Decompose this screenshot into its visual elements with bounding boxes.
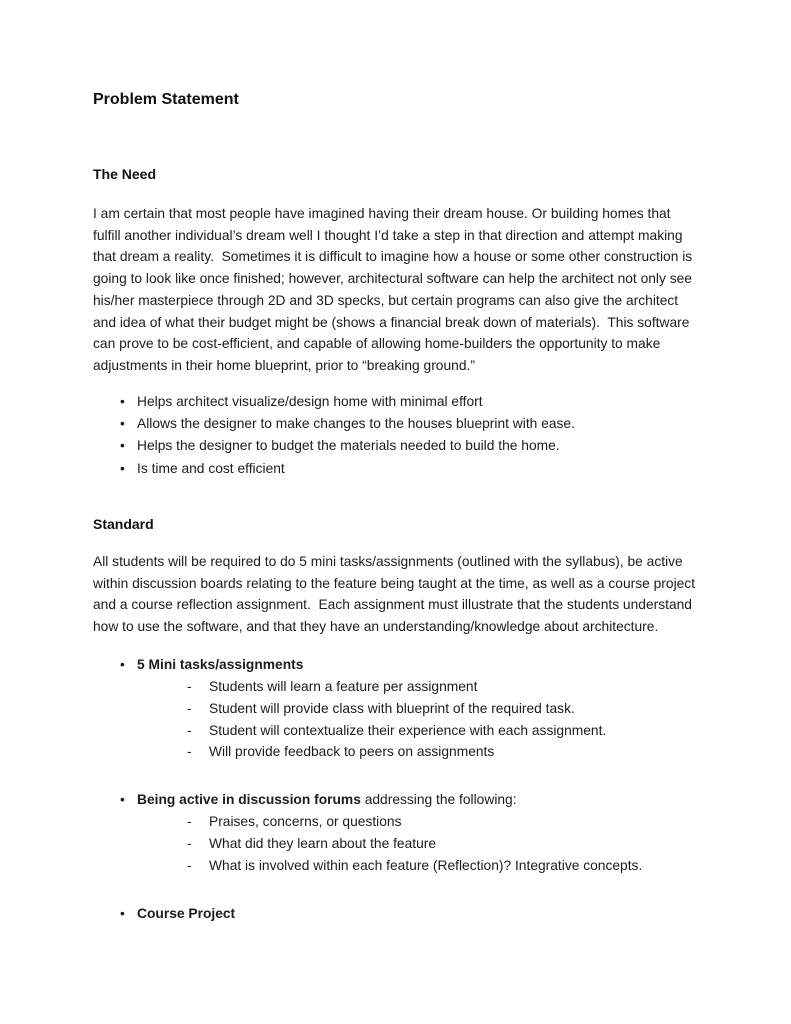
dash-icon: - [187,836,192,852]
bullet-icon: • [120,460,125,476]
bullet-icon: • [120,905,125,921]
bullet-text: Helps the designer to budget the materials needed to build the home. [137,438,560,454]
sub-list-item [93,698,699,720]
list-item [93,903,699,925]
sub-item-text: Will provide feedback to peers on assignments [209,744,495,760]
sub-item-text: Students will learn a feature per assignment [209,678,478,694]
sub-list-item [93,833,699,855]
bullet-icon: • [120,438,125,454]
bullet-icon: • [120,656,125,672]
sub-list [93,676,699,763]
need-paragraph: I am certain that most people have imagined having their dream house. Or building homes that fulfill another individual’s dream well I thought I’d take a step in that direction and attempt making that dream a reality. Sometimes it is difficult to imagine how a house or some other construction is going to look like once finished; however, architectural software can help the architect not only see his/her masterpiece through 2D and 3D specks, but certain programs can also give the architect and idea of what their budget might be (shows a financial break down of materials). This software can prove to be cost-efficient, and capable of allowing home-builders the opportunity to make adjustments in their home blueprint, prior to “breaking ground.” [93,206,697,373]
sub-list-item [93,676,699,698]
bullet-text: Allows the designer to make changes to the houses blueprint with ease. [137,415,575,431]
sub-list-item [93,720,699,742]
bullet-group-course-project [93,903,699,925]
need-bullet-list [93,391,699,480]
bullet-text: Is time and cost efficient [137,460,285,476]
dash-icon: - [187,700,192,716]
list-item [93,654,699,676]
sub-list-item [93,741,699,763]
bullet-group-mini-tasks [93,654,699,763]
dash-icon: - [187,722,192,738]
sub-item-text: Student will provide class with blueprint of the required task. [209,700,575,716]
dash-icon: - [187,744,192,760]
list-item [93,435,699,457]
bullet-icon: • [120,415,125,431]
dash-icon: - [187,814,192,830]
list-item [93,391,699,413]
section-heading-the-need: The Need [93,166,157,182]
sub-list-item [93,811,699,833]
sub-item-text: What did they learn about the feature [209,836,437,852]
list-item [93,458,699,480]
bullet-text: Helps architect visualize/design home with minimal effort [137,393,483,409]
bullet-group-discussion-forums [93,789,699,877]
list-item [93,413,699,435]
bullet-text-rest: addressing the following: [360,792,517,808]
bullet-text-bold: Course Project [137,905,236,921]
dash-icon: - [187,678,192,694]
sub-list-item [93,855,699,877]
page-title: Problem Statement [93,91,239,108]
sub-list [93,811,699,876]
sub-item-text: Student will contextualize their experience with each assignment. [209,722,607,738]
standard-paragraph: All students will be required to do 5 mini tasks/assignments (outlined with the syllabus), be active within discussion boards relating to the feature being taught at the time, as well as a course project and a course reflection assignment. Each assignment must illustrate that the students understand how to use the software, and that they have an understanding/knowledge about architecture. [93,553,699,634]
sub-item-text: What is involved within each feature (Reflection)? Integrative concepts. [209,858,643,873]
bullet-icon: • [120,393,125,409]
bullet-icon: • [120,792,125,808]
bullet-text-bold: Being active in discussion forums [137,792,361,808]
sub-item-text: Praises, concerns, or questions [209,814,402,830]
section-heading-standard: Standard [93,515,154,532]
dash-icon: - [187,858,192,873]
bullet-text-bold: 5 Mini tasks/assignments [137,656,304,672]
list-item [93,789,699,811]
